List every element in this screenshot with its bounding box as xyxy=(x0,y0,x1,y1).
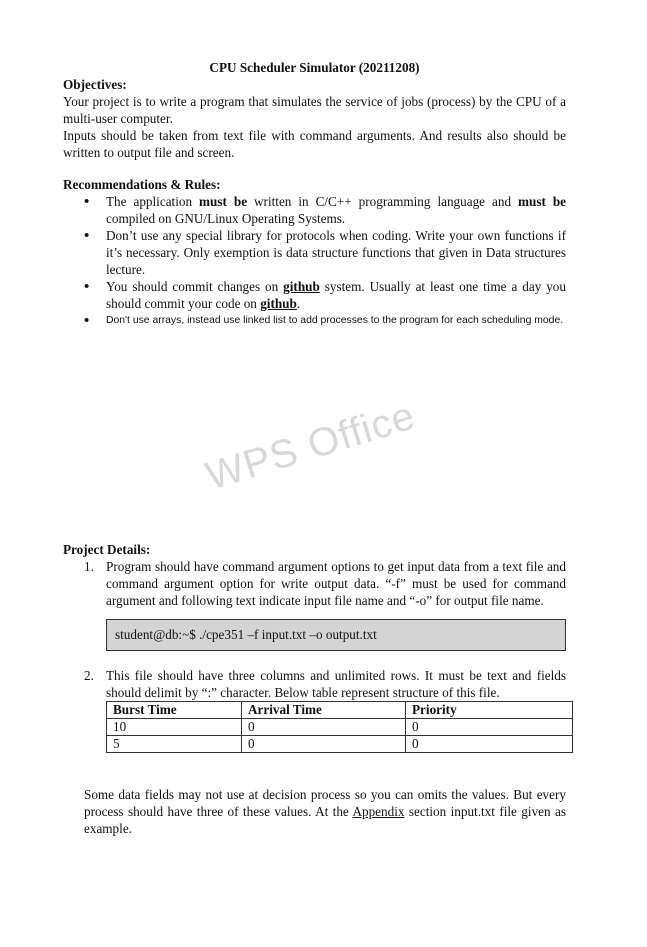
detail-text: This file should have three columns and unlimited rows. It must be text and fields should delimit by “:” character. Below table represent structure of this file. xyxy=(106,668,566,700)
column-header: Arrival Time xyxy=(242,702,406,719)
rule-text: . xyxy=(296,296,301,311)
detail-text: Program should have command argument options to get input data from a text file and command argument option for write output data. “-f” must be used for command argument and following text indicate input file name and “-o” for output file name. xyxy=(106,559,566,608)
column-header: Priority xyxy=(406,702,573,719)
rule-item-language xyxy=(63,193,566,227)
table-cell: 0 xyxy=(242,719,406,736)
github-link[interactable]: github xyxy=(260,296,297,311)
input-structure-table xyxy=(106,701,573,753)
table-row xyxy=(107,719,573,736)
table-cell: 0 xyxy=(406,736,573,753)
detail-item-arguments xyxy=(63,558,566,651)
item-number: 2. xyxy=(84,668,94,683)
detail-item-file-format xyxy=(63,667,566,753)
table-cell: 10 xyxy=(107,719,242,736)
rule-item-library: • Don’t use any special library for protocols when coding. Write your own functions if it’s necessary. Only exemption is data structure functions that given in Data structures lecture. xyxy=(63,227,566,278)
note-text: Some data fields may not use at decision process so you can omits the values. But every process should have three of these values. At the xyxy=(84,787,566,819)
table-cell: 5 xyxy=(107,736,242,753)
data-fields-note xyxy=(84,786,566,837)
recommendations-heading: Recommendations & Rules: xyxy=(63,177,221,192)
rule-emphasis: must be xyxy=(199,194,248,209)
objectives-heading: Objectives: xyxy=(63,77,127,92)
item-number: 1. xyxy=(84,559,94,574)
project-details-list xyxy=(63,558,566,753)
table-row xyxy=(107,736,573,753)
rule-text: The application xyxy=(106,194,200,209)
table-header-row xyxy=(107,702,573,719)
rule-text: compiled on GNU/Linux Operating Systems. xyxy=(106,211,346,226)
command-example-box: student@db:~$ ./cpe351 –f input.txt –o output.txt xyxy=(106,619,566,651)
table-cell: 0 xyxy=(406,719,573,736)
rule-text: written in C/C++ programming language and xyxy=(247,194,519,209)
objectives-paragraph-2: Inputs should be taken from text file with command arguments. And results also should be written to output file and screen. xyxy=(63,128,566,160)
rule-text: system. Usually at least one time a day you should commit your code on xyxy=(106,279,566,311)
column-header: Burst Time xyxy=(107,702,242,719)
wps-office-watermark: WPS Office xyxy=(200,393,421,499)
rule-item-github xyxy=(63,278,566,312)
document-title: CPU Scheduler Simulator (20211208) xyxy=(209,60,420,75)
project-details-heading: Project Details: xyxy=(63,542,151,557)
appendix-link[interactable]: Appendix xyxy=(352,804,405,819)
rule-text: You should commit changes on xyxy=(106,279,284,294)
table-cell: 0 xyxy=(242,736,406,753)
rules-list xyxy=(63,193,566,327)
rule-emphasis: must be xyxy=(518,194,567,209)
rule-item-linked-list: • Don't use arrays, instead use linked list to add processes to the program for each scheduling mode. xyxy=(63,312,603,327)
github-link[interactable]: github xyxy=(283,279,320,294)
objectives-paragraph-1: Your project is to write a program that simulates the service of jobs (process) by the CPU of a multi-user computer. xyxy=(63,94,566,126)
note-text: section input.txt file given as example. xyxy=(84,804,566,836)
